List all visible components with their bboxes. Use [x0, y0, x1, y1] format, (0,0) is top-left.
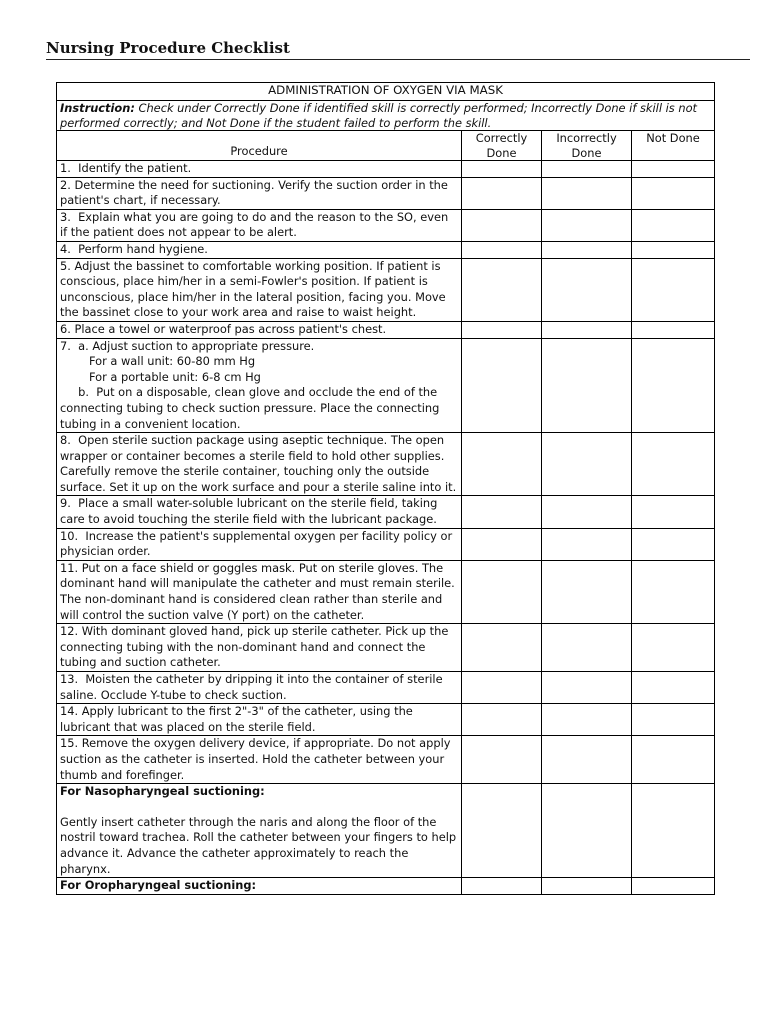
checkbox-cell-not-done[interactable]	[632, 560, 715, 623]
checkbox-cell-correct[interactable]	[462, 736, 542, 784]
step-row	[57, 321, 715, 338]
checkbox-cell-incorrect[interactable]	[542, 338, 632, 433]
checkbox-cell-correct[interactable]	[462, 321, 542, 338]
checkbox-cell-incorrect[interactable]	[542, 736, 632, 784]
checkbox-cell-not-done[interactable]	[632, 209, 715, 241]
checkbox-cell-not-done[interactable]	[632, 878, 715, 895]
checkbox-cell-not-done[interactable]	[632, 258, 715, 321]
checkbox-cell-correct[interactable]	[462, 624, 542, 672]
step-text: 15. Remove the oxygen delivery device, if appropriate. Do not apply suction as the catheter is inserted. Hold the catheter between your thumb and forefinger.	[57, 736, 462, 784]
instruction-row	[57, 101, 715, 131]
checkbox-cell-correct[interactable]	[462, 672, 542, 704]
not-done-column-header: Not Done	[632, 131, 715, 161]
checkbox-cell-not-done[interactable]	[632, 704, 715, 736]
checkbox-cell-incorrect[interactable]	[542, 496, 632, 528]
checkbox-cell-correct[interactable]	[462, 338, 542, 433]
checkbox-cell-not-done[interactable]	[632, 241, 715, 258]
step-text: 5. Adjust the bassinet to comfortable working position. If patient is conscious, place him/her in a semi-Fowler's position. If patient is unconscious, place him/her in the lateral position, facing you. Move the bassinet close to your work area and raise to waist height.	[57, 258, 462, 321]
checkbox-cell-not-done[interactable]	[632, 433, 715, 496]
checkbox-cell-correct[interactable]	[462, 528, 542, 560]
checkbox-cell-incorrect[interactable]	[542, 258, 632, 321]
checkbox-cell-not-done[interactable]	[632, 672, 715, 704]
step-row	[57, 258, 715, 321]
checkbox-cell-incorrect[interactable]	[542, 209, 632, 241]
checkbox-cell-correct[interactable]	[462, 784, 542, 878]
checkbox-cell-not-done[interactable]	[632, 496, 715, 528]
step-row	[57, 624, 715, 672]
step-row	[57, 177, 715, 209]
checkbox-cell-incorrect[interactable]	[542, 560, 632, 623]
checkbox-cell-not-done[interactable]	[632, 161, 715, 178]
step-text: 2. Determine the need for suctioning. Verify the suction order in the patient's chart, if necessary.	[57, 177, 462, 209]
page-header	[46, 38, 750, 60]
step-text: 9. Place a small water-soluble lubricant on the sterile field, taking care to avoid touching the sterile field with the lubricant package.	[57, 496, 462, 528]
oro-title: For Oropharyngeal suctioning:	[57, 878, 462, 895]
step-text: 10. Increase the patient's supplemental oxygen per facility policy or physician order.	[57, 528, 462, 560]
step-row	[57, 161, 715, 178]
checkbox-cell-not-done[interactable]	[632, 736, 715, 784]
checkbox-cell-incorrect[interactable]	[542, 433, 632, 496]
step-row	[57, 528, 715, 560]
instruction-lead: Instruction:	[60, 101, 135, 115]
step-text: 8. Open sterile suction package using aseptic technique. The open wrapper or container becomes a sterile field to hold other supplies. Carefully remove the sterile container, touching only the outside surface. Set it up on the work surface and pour a sterile saline into it.	[57, 433, 462, 496]
checkbox-cell-incorrect[interactable]	[542, 784, 632, 878]
form-title-row	[57, 83, 715, 101]
checkbox-cell-not-done[interactable]	[632, 338, 715, 433]
checkbox-cell-correct[interactable]	[462, 496, 542, 528]
step-text: 4. Perform hand hygiene.	[57, 241, 462, 258]
checkbox-cell-incorrect[interactable]	[542, 704, 632, 736]
step-row	[57, 672, 715, 704]
checkbox-cell-correct[interactable]	[462, 209, 542, 241]
step-text: 3. Explain what you are going to do and the reason to the SO, even if the patient does not appear to be alert.	[57, 209, 462, 241]
page-title: Nursing Procedure Checklist	[46, 39, 290, 57]
correctly-done-column-header: Correctly Done	[462, 131, 542, 161]
checkbox-cell-incorrect[interactable]	[542, 624, 632, 672]
checkbox-cell-correct[interactable]	[462, 433, 542, 496]
instruction	[57, 101, 715, 131]
step-row	[57, 241, 715, 258]
checkbox-cell-incorrect[interactable]	[542, 321, 632, 338]
step-text: 14. Apply lubricant to the first 2"-3" of the catheter, using the lubricant that was placed on the sterile field.	[57, 704, 462, 736]
oro-section-row	[57, 878, 715, 895]
step-row	[57, 560, 715, 623]
checkbox-cell-incorrect[interactable]	[542, 672, 632, 704]
column-header-row	[57, 131, 715, 161]
naso-section	[57, 784, 462, 878]
checkbox-cell-not-done[interactable]	[632, 321, 715, 338]
checkbox-cell-not-done[interactable]	[632, 624, 715, 672]
checkbox-cell-correct[interactable]	[462, 161, 542, 178]
checkbox-cell-correct[interactable]	[462, 704, 542, 736]
naso-title: For Nasopharyngeal suctioning:	[60, 784, 265, 799]
checkbox-cell-correct[interactable]	[462, 258, 542, 321]
checkbox-cell-not-done[interactable]	[632, 784, 715, 878]
procedure-column-header: Procedure	[57, 131, 462, 161]
checkbox-cell-incorrect[interactable]	[542, 528, 632, 560]
checkbox-cell-not-done[interactable]	[632, 528, 715, 560]
naso-section-row	[57, 784, 715, 878]
step-text: 1. Identify the patient.	[57, 161, 462, 178]
checkbox-cell-incorrect[interactable]	[542, 241, 632, 258]
checkbox-cell-correct[interactable]	[462, 177, 542, 209]
step-text: 11. Put on a face shield or goggles mask. Put on sterile gloves. The dominant hand will manipulate the catheter and must remain sterile. The non-dominant hand is considered clean rather than sterile and will control the suction valve (Y port) on the catheter.	[57, 560, 462, 623]
step-row	[57, 496, 715, 528]
step-text: 13. Moisten the catheter by dripping it into the container of sterile saline. Occlude Y-tube to check suction.	[57, 672, 462, 704]
step-text: 6. Place a towel or waterproof pas across patient's chest.	[57, 321, 462, 338]
naso-text: Gently insert catheter through the naris and along the floor of the nostril toward trachea. Roll the catheter between your fingers to help advance it. Advance the catheter approximately to reach the pharynx.	[60, 814, 457, 876]
checkbox-cell-correct[interactable]	[462, 560, 542, 623]
instruction-text: Check under Correctly Done if identified skill is correctly performed; Incorrectly Done if skill is not performed correctly; and Not Done if the student failed to perform the skill.	[60, 101, 698, 130]
checkbox-cell-correct[interactable]	[462, 878, 542, 895]
checkbox-cell-incorrect[interactable]	[542, 161, 632, 178]
checkbox-cell-not-done[interactable]	[632, 177, 715, 209]
incorrectly-done-column-header: Incorrectly Done	[542, 131, 632, 161]
steps-body	[57, 161, 715, 784]
step-row	[57, 433, 715, 496]
step-row	[57, 209, 715, 241]
step-text: 12. With dominant gloved hand, pick up sterile catheter. Pick up the connecting tubing with the non-dominant hand and connect the tubing and suction catheter.	[57, 624, 462, 672]
checklist-table	[56, 82, 715, 895]
checkbox-cell-incorrect[interactable]	[542, 878, 632, 895]
form-title: ADMINISTRATION OF OXYGEN VIA MASK	[57, 83, 715, 101]
checkbox-cell-incorrect[interactable]	[542, 177, 632, 209]
checkbox-cell-correct[interactable]	[462, 241, 542, 258]
step-row	[57, 736, 715, 784]
step-text: 7. a. Adjust suction to appropriate pressure. For a wall unit: 60-80 mm Hg For a portable unit: 6-8 cm Hg b. Put on a disposable, clean glove and occlude the end of the connecting tubing to check suction pressure. Place the connecting tubing in a convenient location.	[57, 338, 462, 433]
step-row	[57, 338, 715, 433]
step-row	[57, 704, 715, 736]
